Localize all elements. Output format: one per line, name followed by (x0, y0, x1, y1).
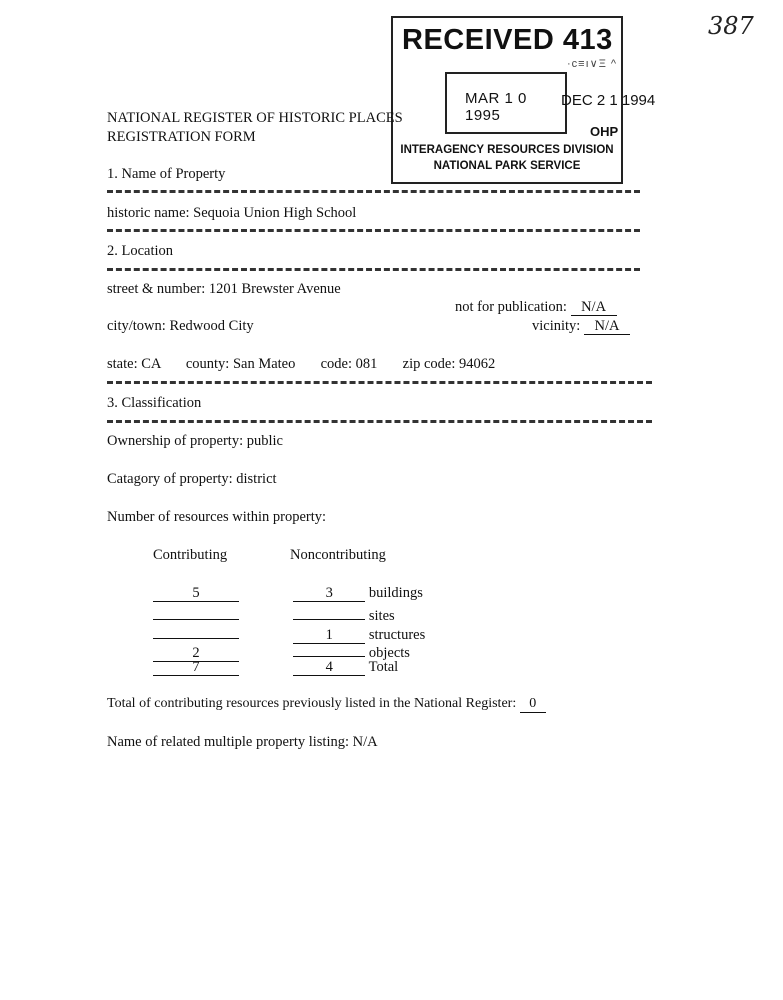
stamp-smudge: ·c≡ı∨Ξ ^ (567, 58, 618, 70)
previously-listed-value: 0 (520, 697, 546, 713)
city-value: Redwood City (169, 318, 254, 334)
county-value: San Mateo (232, 356, 296, 372)
ownership-value: public (246, 433, 283, 449)
divider (107, 420, 652, 423)
not-for-publication-value: N/A (571, 300, 617, 316)
vicinity-label: vicinity: (532, 318, 581, 334)
street-value: 1201 Brewster Avenue (208, 281, 341, 297)
column-contributing: Contributing (153, 547, 228, 563)
contributing-total: 7 (153, 660, 239, 676)
category-value: district (236, 471, 277, 487)
category-row (107, 471, 277, 488)
street-row (107, 281, 341, 298)
code-value: 081 (355, 356, 378, 372)
noncontributing-count (293, 641, 365, 657)
category-label: Catagory of property: (107, 471, 233, 487)
multiple-listing-label: Name of related multiple property listing: (107, 734, 350, 750)
vicinity-value: N/A (584, 319, 630, 335)
street-label: street & number: (107, 281, 206, 297)
noncontributing-count: 1 (293, 628, 365, 644)
divider (107, 268, 640, 271)
zip-value: 94062 (459, 356, 496, 372)
noncontributing-count (293, 604, 365, 620)
stamp-ohp: OHP (590, 124, 619, 139)
previously-listed-row (107, 696, 546, 713)
resource-type: buildings (368, 585, 423, 601)
noncontributing-total: 4 (293, 660, 365, 676)
noncontributing-count: 3 (293, 586, 365, 602)
code-label: code: (320, 356, 353, 372)
section-1-title: 1. Name of Property (107, 166, 226, 182)
county-label: county: (185, 356, 230, 372)
contributing-count: 2 (153, 646, 239, 662)
divider (107, 229, 640, 232)
form-title: NATIONAL REGISTER OF HISTORIC PLACES (107, 110, 403, 126)
page-number: 387 (708, 12, 754, 40)
historic-name-label: historic name: (107, 205, 190, 221)
resource-type: objects (368, 645, 410, 661)
multiple-listing-row (107, 734, 378, 751)
resources-label: Number of resources within property: (107, 509, 327, 525)
divider (107, 381, 652, 384)
stamp-received-text: RECEIVED 413 (402, 24, 613, 56)
column-noncontributing: Noncontributing (290, 547, 386, 563)
section-2-title: 2. Location (107, 243, 174, 259)
multiple-listing-value: N/A (352, 734, 378, 750)
historic-name-row (107, 205, 356, 222)
state-row (107, 356, 495, 373)
not-for-publication-row (455, 299, 617, 316)
section-3-title: 3. Classification (107, 395, 202, 411)
divider (107, 190, 640, 193)
city-row (107, 318, 254, 335)
stamp-date-1: MAR 1 0 1995 (465, 90, 527, 124)
contributing-count: 5 (153, 586, 239, 602)
historic-name-value: Sequoia Union High School (193, 205, 357, 221)
resource-row (153, 585, 423, 602)
vicinity-row (532, 318, 630, 335)
resource-row (153, 604, 395, 625)
previously-listed-label: Total of contributing resources previously listed in the National Register: (107, 696, 517, 711)
state-label: state: (107, 356, 138, 372)
stamp-division: INTERAGENCY RESOURCES DIVISION (400, 144, 614, 156)
resource-type: Total (368, 659, 399, 675)
form-subtitle: REGISTRATION FORM (107, 129, 256, 145)
not-for-publication-label: not for publication: (455, 299, 567, 315)
stamp-date-2: DEC 2 1 1994 (561, 92, 656, 109)
city-label: city/town: (107, 318, 166, 334)
ownership-label: Ownership of property: (107, 433, 244, 449)
zip-label: zip code: (402, 356, 456, 372)
resource-type: structures (368, 627, 426, 643)
resource-row-total (153, 659, 398, 676)
stamp-service: NATIONAL PARK SERVICE (433, 160, 581, 172)
ownership-row (107, 433, 283, 450)
state-value: CA (141, 356, 161, 372)
resource-type: sites (368, 608, 395, 624)
contributing-count (153, 623, 239, 639)
contributing-count (153, 604, 239, 620)
stamp-date-box (445, 72, 567, 134)
